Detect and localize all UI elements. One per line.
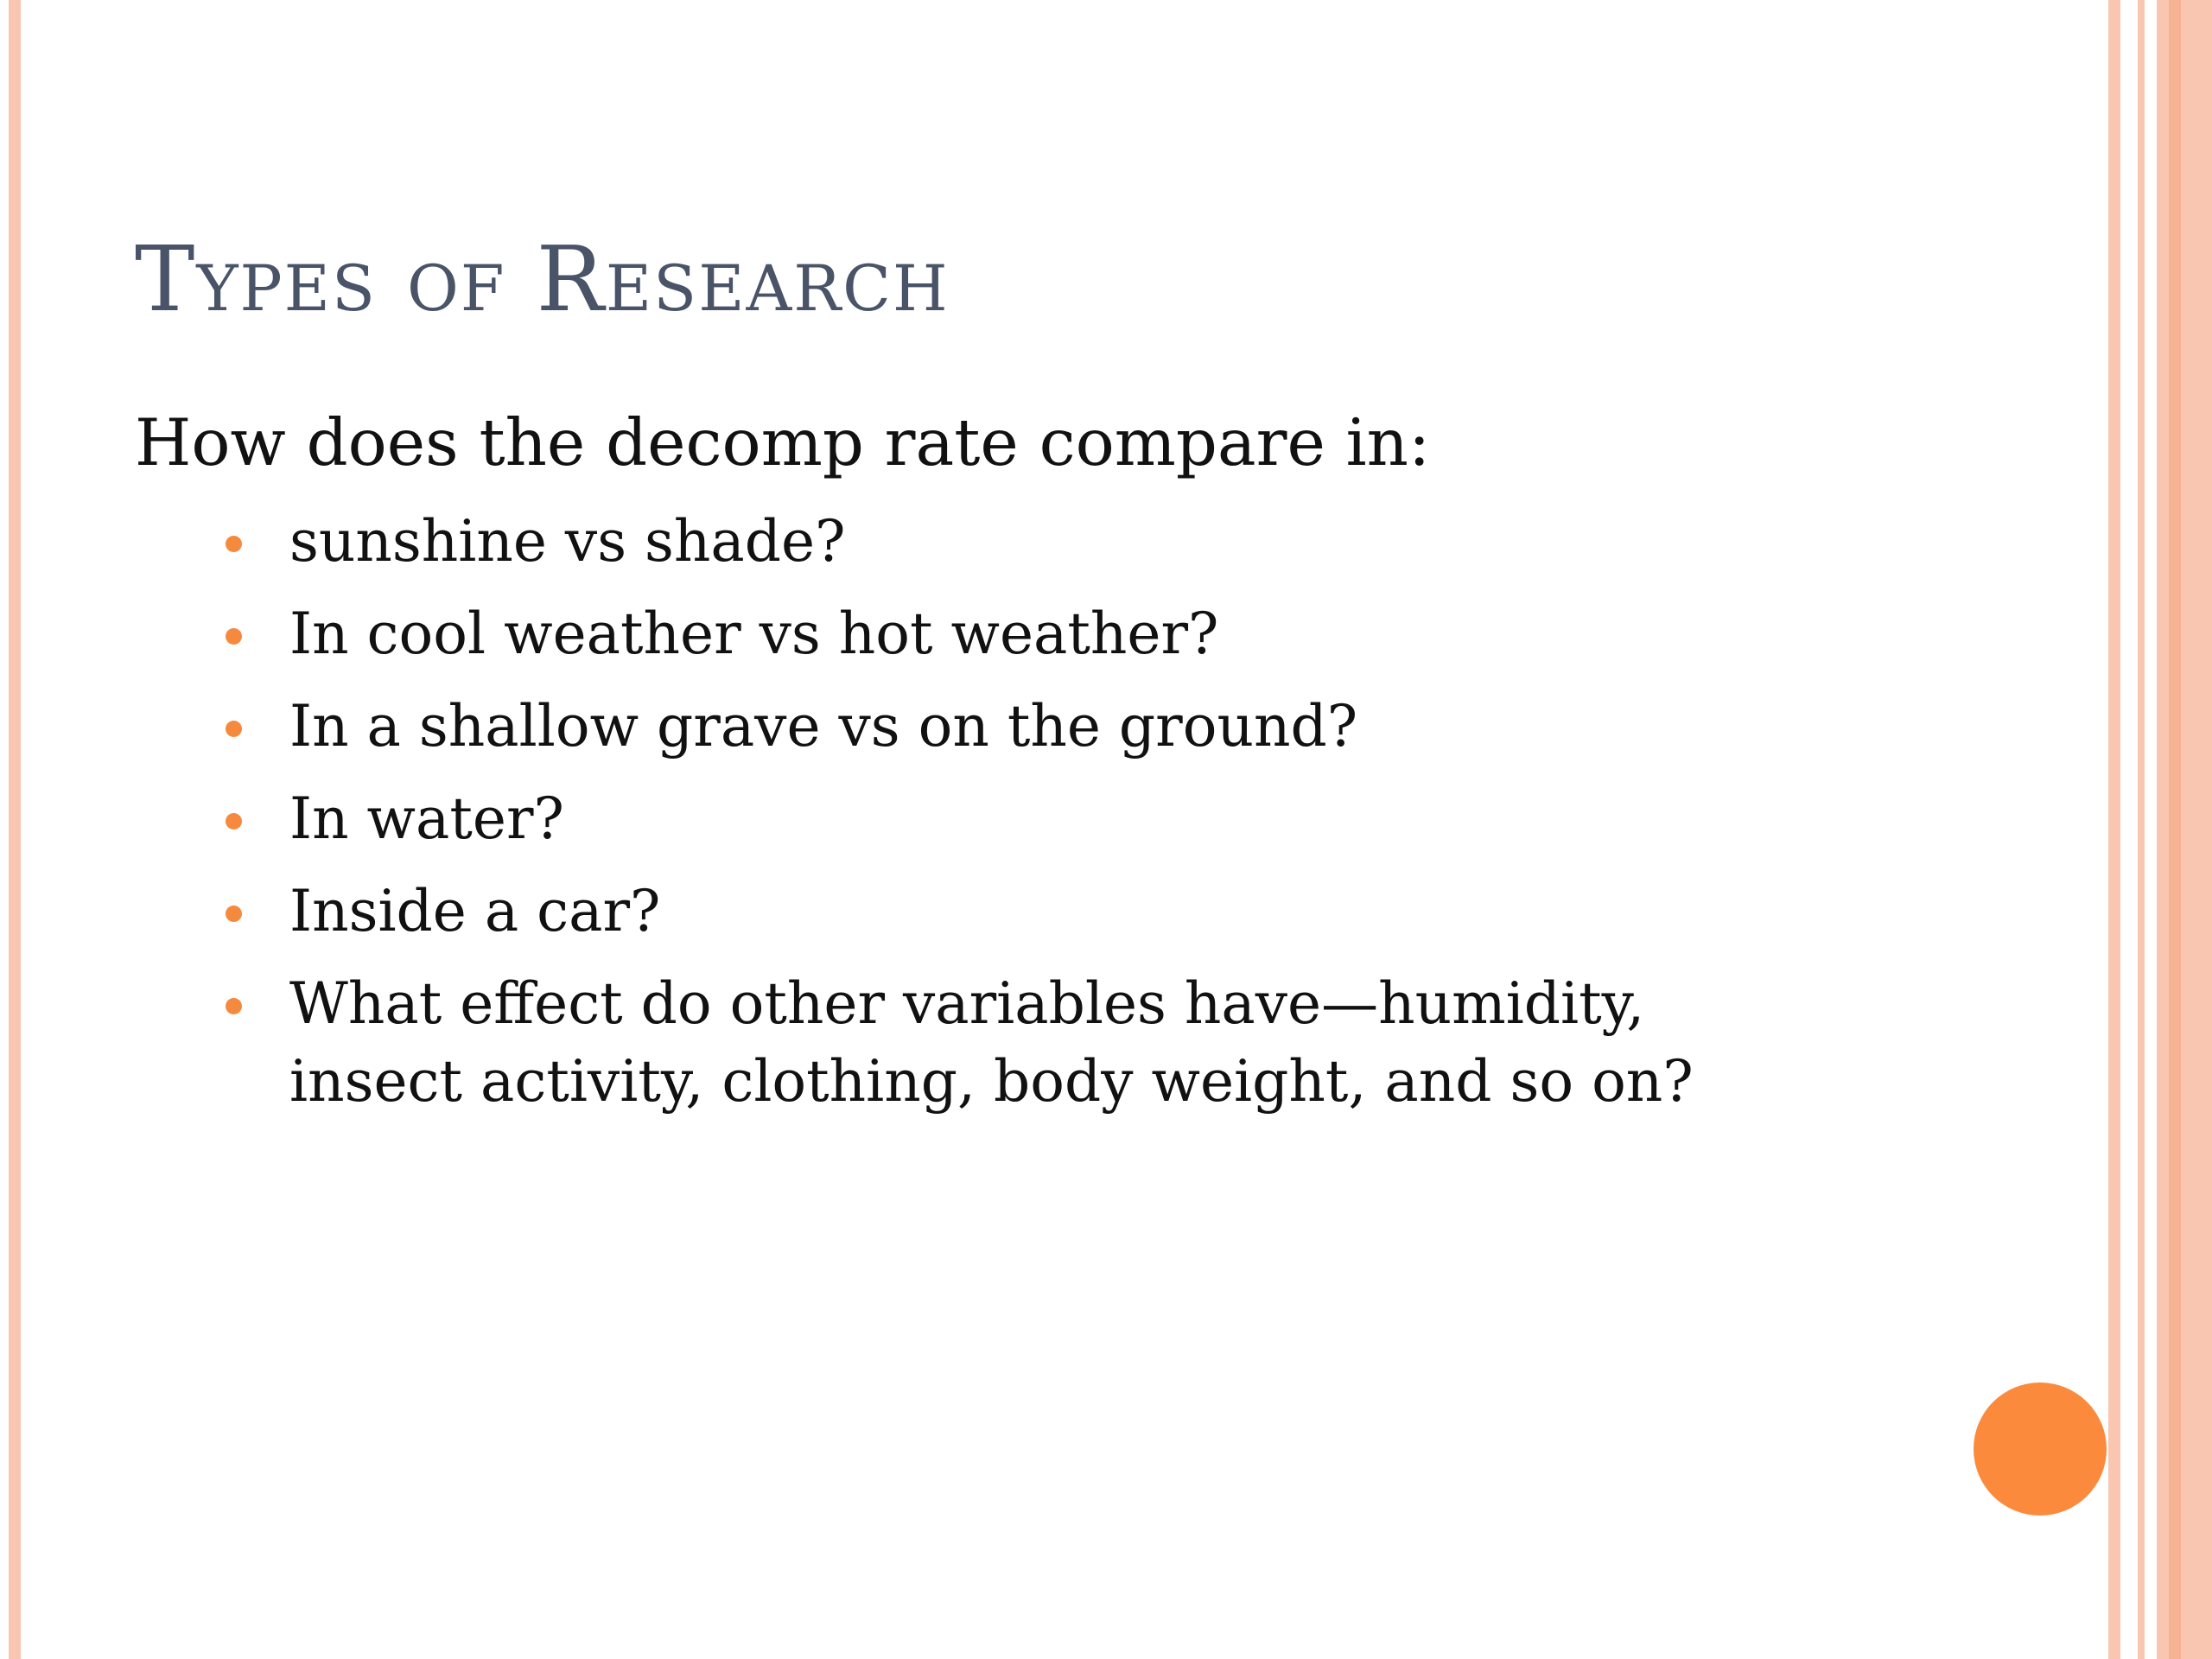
- bullet-text: What effect do other variables have—humidity, insect activity, clothing, body weight, and so on?: [289, 970, 1694, 1115]
- slide-title: Types of Research: [135, 226, 950, 332]
- bullet-item: [220, 873, 1948, 950]
- bullet-item: [220, 688, 1948, 766]
- bullet-dot-icon: [226, 536, 242, 552]
- orange-circle-decoration: [1974, 1382, 2107, 1516]
- bullet-text: Inside a car?: [289, 878, 661, 944]
- bullet-item: [220, 503, 1948, 581]
- left-border-decoration: [9, 0, 21, 1659]
- lead-question: How does the decomp rate compare in:: [135, 404, 1431, 480]
- bullet-text: In cool weather vs hot weather?: [289, 601, 1219, 667]
- bullet-text: In water?: [289, 785, 564, 852]
- stripe: [2169, 0, 2181, 1659]
- stripe: [2181, 0, 2212, 1659]
- bullet-dot-icon: [226, 998, 242, 1014]
- bullet-dot-icon: [226, 906, 242, 922]
- bullet-text: sunshine vs shade?: [289, 508, 846, 575]
- stripe: [2108, 0, 2120, 1659]
- bullet-list: [220, 503, 1948, 1135]
- bullet-item: [220, 595, 1948, 673]
- stripe: [2138, 0, 2145, 1659]
- right-stripe-decoration: [2108, 0, 2212, 1659]
- stripe: [2157, 0, 2169, 1659]
- bullet-dot-icon: [226, 813, 242, 830]
- bullet-item: [220, 780, 1948, 858]
- bullet-dot-icon: [226, 721, 242, 737]
- bullet-dot-icon: [226, 628, 242, 645]
- bullet-text: In a shallow grave vs on the ground?: [289, 693, 1358, 760]
- bullet-item: [220, 965, 1948, 1121]
